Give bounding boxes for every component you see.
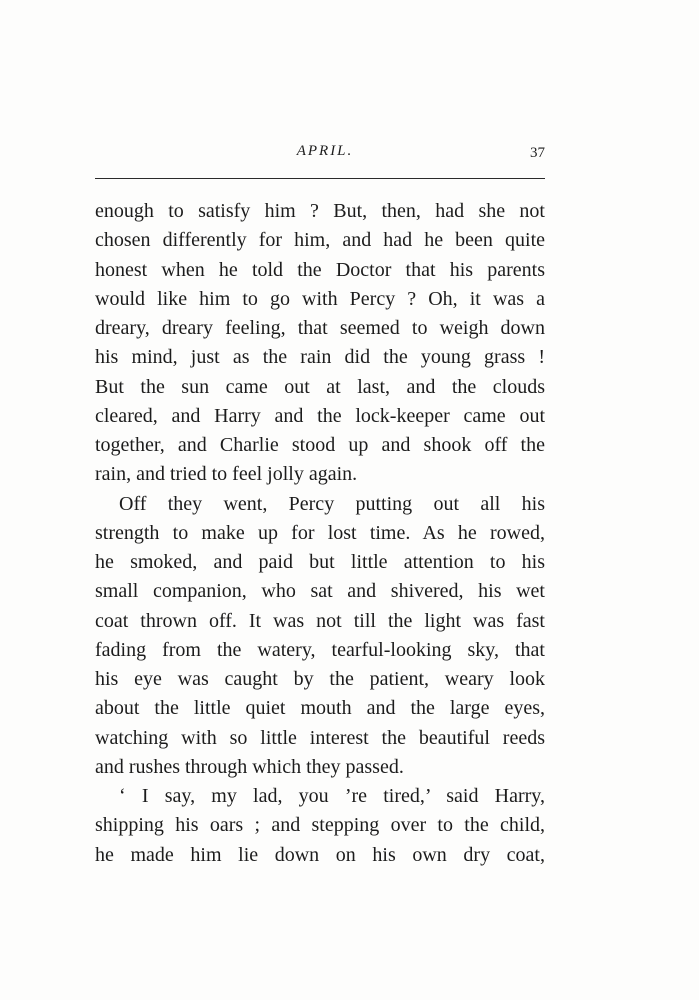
text-line: ‘ I say, my lad, you ’re tired,’ said Harry,	[119, 785, 545, 807]
text-line: his mind, just as the rain did the young grass !	[95, 346, 545, 369]
text-line: together, and Charlie stood up and shook off the	[95, 434, 545, 456]
text-line: he made him lie down on his own dry coat,	[95, 843, 545, 866]
text-line: strength to make up for lost time. As he rowed,	[95, 521, 545, 544]
text-line: small companion, who sat and shivered, his wet	[95, 580, 545, 603]
header-rule	[95, 178, 545, 179]
text-line: his eye was caught by the patient, weary look	[95, 668, 545, 690]
running-head	[95, 143, 545, 167]
text-line: dreary, dreary feeling, that seemed to weigh down	[95, 317, 545, 339]
page-number: 37	[530, 145, 545, 161]
text-line: chosen differently for him, and had he been quite	[95, 229, 545, 252]
text-line: would like him to go with Percy ? Oh, it was a	[95, 287, 545, 310]
text-line: watching with so little interest the beautiful reeds	[95, 726, 545, 749]
text-line: cleared, and Harry and the lock-keeper came out	[95, 404, 545, 427]
text-line: rain, and tried to feel jolly again.	[95, 463, 358, 486]
body-text	[95, 197, 545, 870]
text-line: honest when he told the Doctor that his parents	[95, 258, 545, 281]
running-title: APRIL.	[296, 143, 354, 159]
text-line: about the little quiet mouth and the large eyes,	[95, 697, 545, 720]
text-line: Off they went, Percy putting out all his	[119, 492, 545, 515]
text-line: fading from the watery, tearful-looking sky, that	[95, 638, 545, 661]
text-line: enough to satisfy him ? But, then, had she not	[95, 200, 545, 222]
text-line: shipping his oars ; and stepping over to the child,	[95, 814, 545, 837]
text-line: coat thrown off. It was not till the light was fast	[95, 609, 545, 632]
text-line: But the sun came out at last, and the clouds	[95, 375, 545, 398]
text-line: he smoked, and paid but little attention to his	[95, 551, 545, 573]
text-line: and rushes through which they passed.	[95, 755, 404, 778]
